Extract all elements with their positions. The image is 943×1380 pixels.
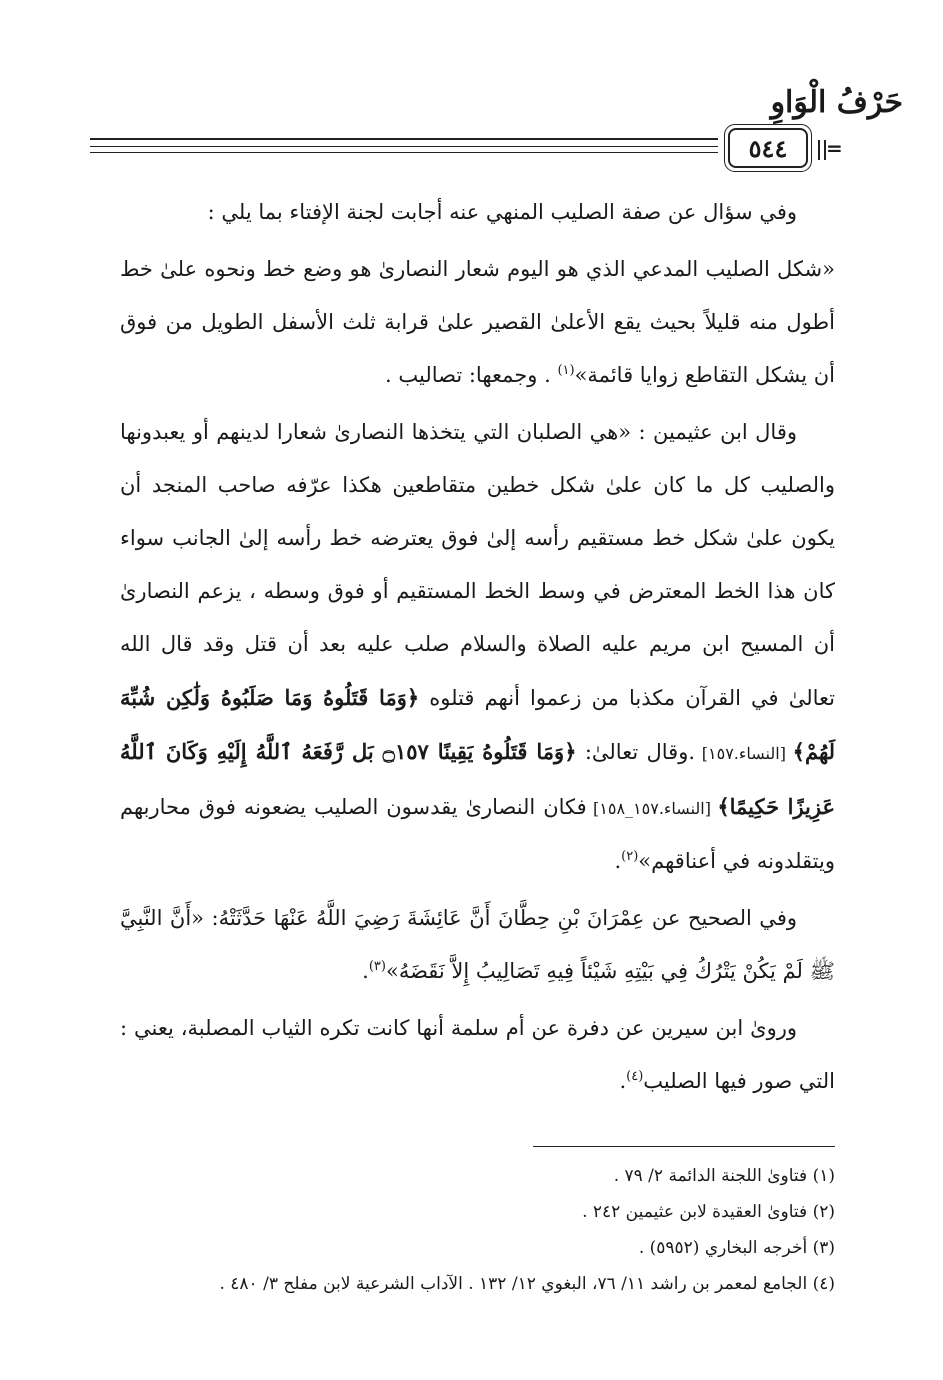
page-number-frame: [728, 128, 808, 168]
footnote-1: (١) فتاوىٰ اللجنة الدائمة ٢/ ٧٩ .: [613, 1166, 835, 1186]
footnote-ref-3: (٣): [368, 959, 386, 974]
quran-ref-1: [النساء.١٥٧]: [695, 744, 793, 763]
paragraph-5-text: وروىٰ ابن سيرين عن دفرة عن أم سلمة أنها كانت تكره الثياب المصلبة، يعني : التي صور فيها الصليب: [120, 1016, 835, 1093]
paragraph-2-text: «شكل الصليب المدعي الذي هو اليوم شعار النصارىٰ هو وضع خط ونحوه علىٰ خط أطول منه قليلاً بحيث يقع الأعلىٰ القصير علىٰ قرابة ثلث الأسفل الطويل من فوق أن يشكل التقاطع زوايا قائمة»: [120, 257, 835, 387]
header-rule-thin: [90, 146, 718, 147]
paragraph-4: [120, 892, 835, 998]
paragraph-1: [120, 186, 835, 239]
paragraph-4-text: وفي الصحيح عن عِمْرَانَ بْنِ حِطَّانَ أَنَّ عَائِشَةَ رَضِيَ اللَّهُ عَنْهَا حَدَّثَتْهُ: «أَنَّ النَّبِيَّ ﷺ لَمْ يَكُنْ يَتْرُكُ فِي بَيْتِهِ شَيْئاً فِيهِ تَصَالِيبُ إِلاَّ نَقَضَهُ»: [120, 906, 835, 983]
footnote-3: (٣) أخرجه البخاري (٥٩٥٢) .: [638, 1238, 835, 1258]
paragraph-4-end: .: [362, 959, 369, 983]
footnote-ref-1: (١): [557, 363, 575, 378]
paragraph-2-tail: . وجمعها: تصاليب .: [385, 363, 558, 387]
header-rule: [90, 138, 718, 140]
footnote-2: (٢) فتاوىٰ العقيدة لابن عثيمين ٢٤٢ .: [582, 1202, 835, 1222]
paragraph-5: [120, 1002, 835, 1108]
paragraph-2: [120, 243, 835, 402]
paragraph-3-end: .: [614, 849, 622, 873]
quran-verse-1: ﴿وَمَا قَتَلُوهُ وَمَا صَلَبُوهُ وَلَٰكِن شُبِّهَ لَهُمْ﴾: [120, 685, 836, 764]
footnote-ref-4: (٤): [626, 1069, 644, 1084]
page-number-ornament: [818, 140, 826, 160]
paragraph-1-text: وفي سؤال عن صفة الصليب المنهي عنه أجابت لجنة الإفتاء بما يلي :: [207, 200, 797, 224]
quran-verse-2: ﴿وَمَا قَتَلُوهُ يَقِينًا ۝١٥٧ بَل رَّفَعَهُ ٱللَّهُ إِلَيْهِ وَكَانَ ٱللَّهُ عَزِيزًا حَكِيمًا﴾: [120, 739, 836, 819]
quran-ref-2: [النساء.١٥٧_١٥٨]: [586, 799, 718, 818]
page-number: ٥٤٤: [748, 133, 788, 163]
footnote-4: (٤) الجامع لمعمر بن راشد ١١/ ٧٦، البغوي ١٢/ ١٣٢ . الآداب الشرعية لابن مفلح ٣/ ٤٨٠ .: [219, 1274, 835, 1294]
paragraph-3-text: وقال ابن عثيمين : «هي الصلبان التي يتخذها النصارىٰ شعارا لدينهم أو يعبدونها والصليب كل ما كان علىٰ شكل خطين متقاطعين هكذا عرّفه صاحب المنجد أن يكون علىٰ شكل خط مستقيم رأسه إلىٰ فوق يعترضه خط رأسه إلىٰ الجانب سواء كان هذا الخط المعترض في وسط الخط المستقيم أو فوق وسطه ، يزعم النصارىٰ أن المسيح ابن مريم عليه الصلاة والسلام صلب عليه بعد أن قتل وقد قال الله تعالىٰ في القرآن مكذبا من زعموا أنهم قتلوه: [120, 420, 835, 710]
paragraph-3-join: .وقال تعالىٰ:: [576, 740, 696, 764]
chapter-title: حَرْفُ الْوَاوِ: [770, 85, 903, 120]
footnotes: [120, 1158, 835, 1302]
paragraph-3-tail: فكان النصارىٰ يقدسون الصليب يضعونه فوق محاربهم ويتقلدونه في أعناقهم»: [120, 795, 835, 873]
footnote-ref-2: (٢): [621, 849, 639, 864]
page-number-ornament-mark: =: [826, 136, 843, 160]
paragraph-5-end: .: [619, 1069, 627, 1093]
header-rule-thin-2: [90, 152, 718, 153]
footnote-separator: [533, 1146, 835, 1147]
body-text: [120, 186, 835, 1112]
paragraph-3: [120, 406, 835, 888]
